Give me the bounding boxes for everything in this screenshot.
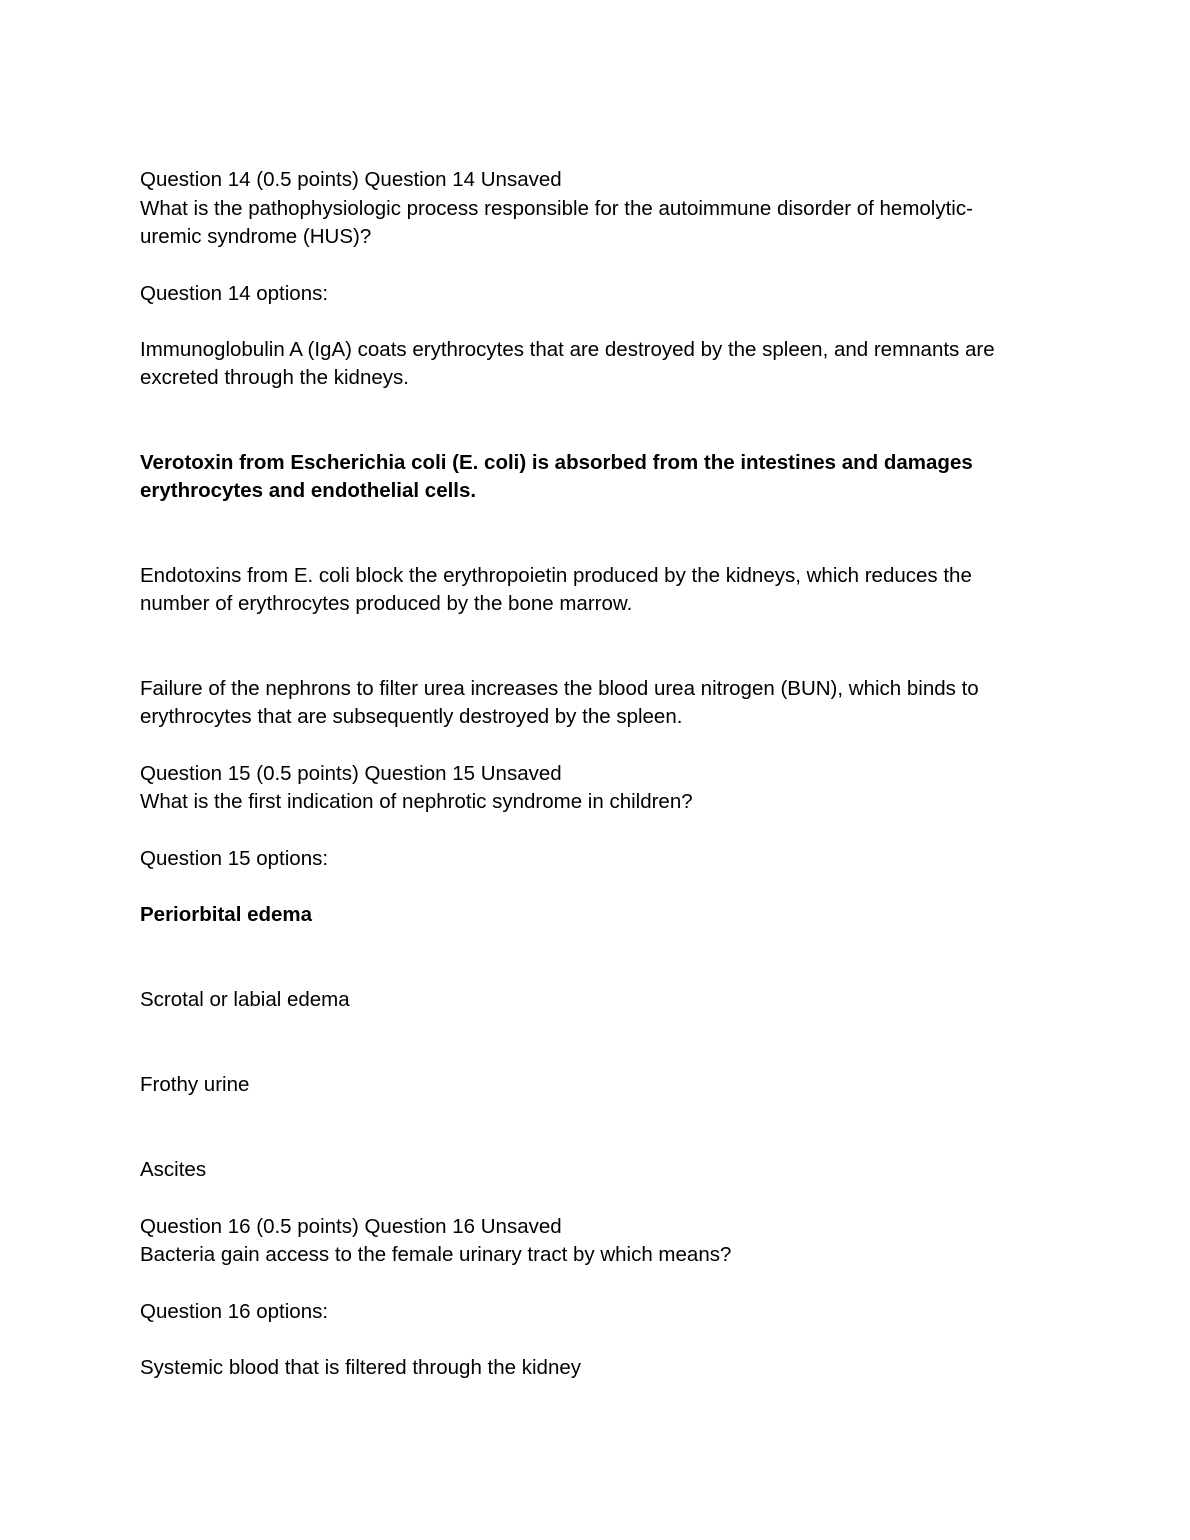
question-prompt: uremic syndrome (HUS)? <box>140 225 372 248</box>
answer-option: Immunoglobulin A (IgA) coats erythrocytes that are destroyed by the spleen, and remnants are <box>140 338 995 361</box>
question-header: Question 15 (0.5 points) Question 15 Unsaved <box>140 762 562 785</box>
question-prompt: Bacteria gain access to the female urinary tract by which means? <box>140 1243 732 1266</box>
answer-option: excreted through the kidneys. <box>140 366 409 389</box>
answer-option: Scrotal or labial edema <box>140 988 350 1011</box>
answer-option: Ascites <box>140 1158 207 1181</box>
answer-option: erythrocytes that are subsequently destroyed by the spleen. <box>140 705 683 728</box>
options-label: Question 14 options: <box>140 282 329 305</box>
answer-option: Frothy urine <box>140 1073 250 1096</box>
answer-option-correct: Periorbital edema <box>140 903 313 926</box>
options-label: Question 16 options: <box>140 1300 329 1323</box>
answer-option: Endotoxins from E. coli block the erythropoietin produced by the kidneys, which reduces the <box>140 564 972 587</box>
answer-option: number of erythrocytes produced by the bone marrow. <box>140 592 633 615</box>
answer-option: Failure of the nephrons to filter urea increases the blood urea nitrogen (BUN), which binds to <box>140 677 979 700</box>
answer-option-correct: Verotoxin from Escherichia coli (E. coli) is absorbed from the intestines and damages <box>140 451 973 474</box>
question-header: Question 16 (0.5 points) Question 16 Unsaved <box>140 1215 562 1238</box>
answer-option-correct: erythrocytes and endothelial cells. <box>140 479 477 502</box>
options-label: Question 15 options: <box>140 847 329 870</box>
question-header: Question 14 (0.5 points) Question 14 Unsaved <box>140 168 562 191</box>
question-prompt: What is the pathophysiologic process responsible for the autoimmune disorder of hemolytic- <box>140 197 973 220</box>
answer-option: Systemic blood that is filtered through the kidney <box>140 1356 581 1379</box>
question-prompt: What is the first indication of nephrotic syndrome in children? <box>140 790 693 813</box>
